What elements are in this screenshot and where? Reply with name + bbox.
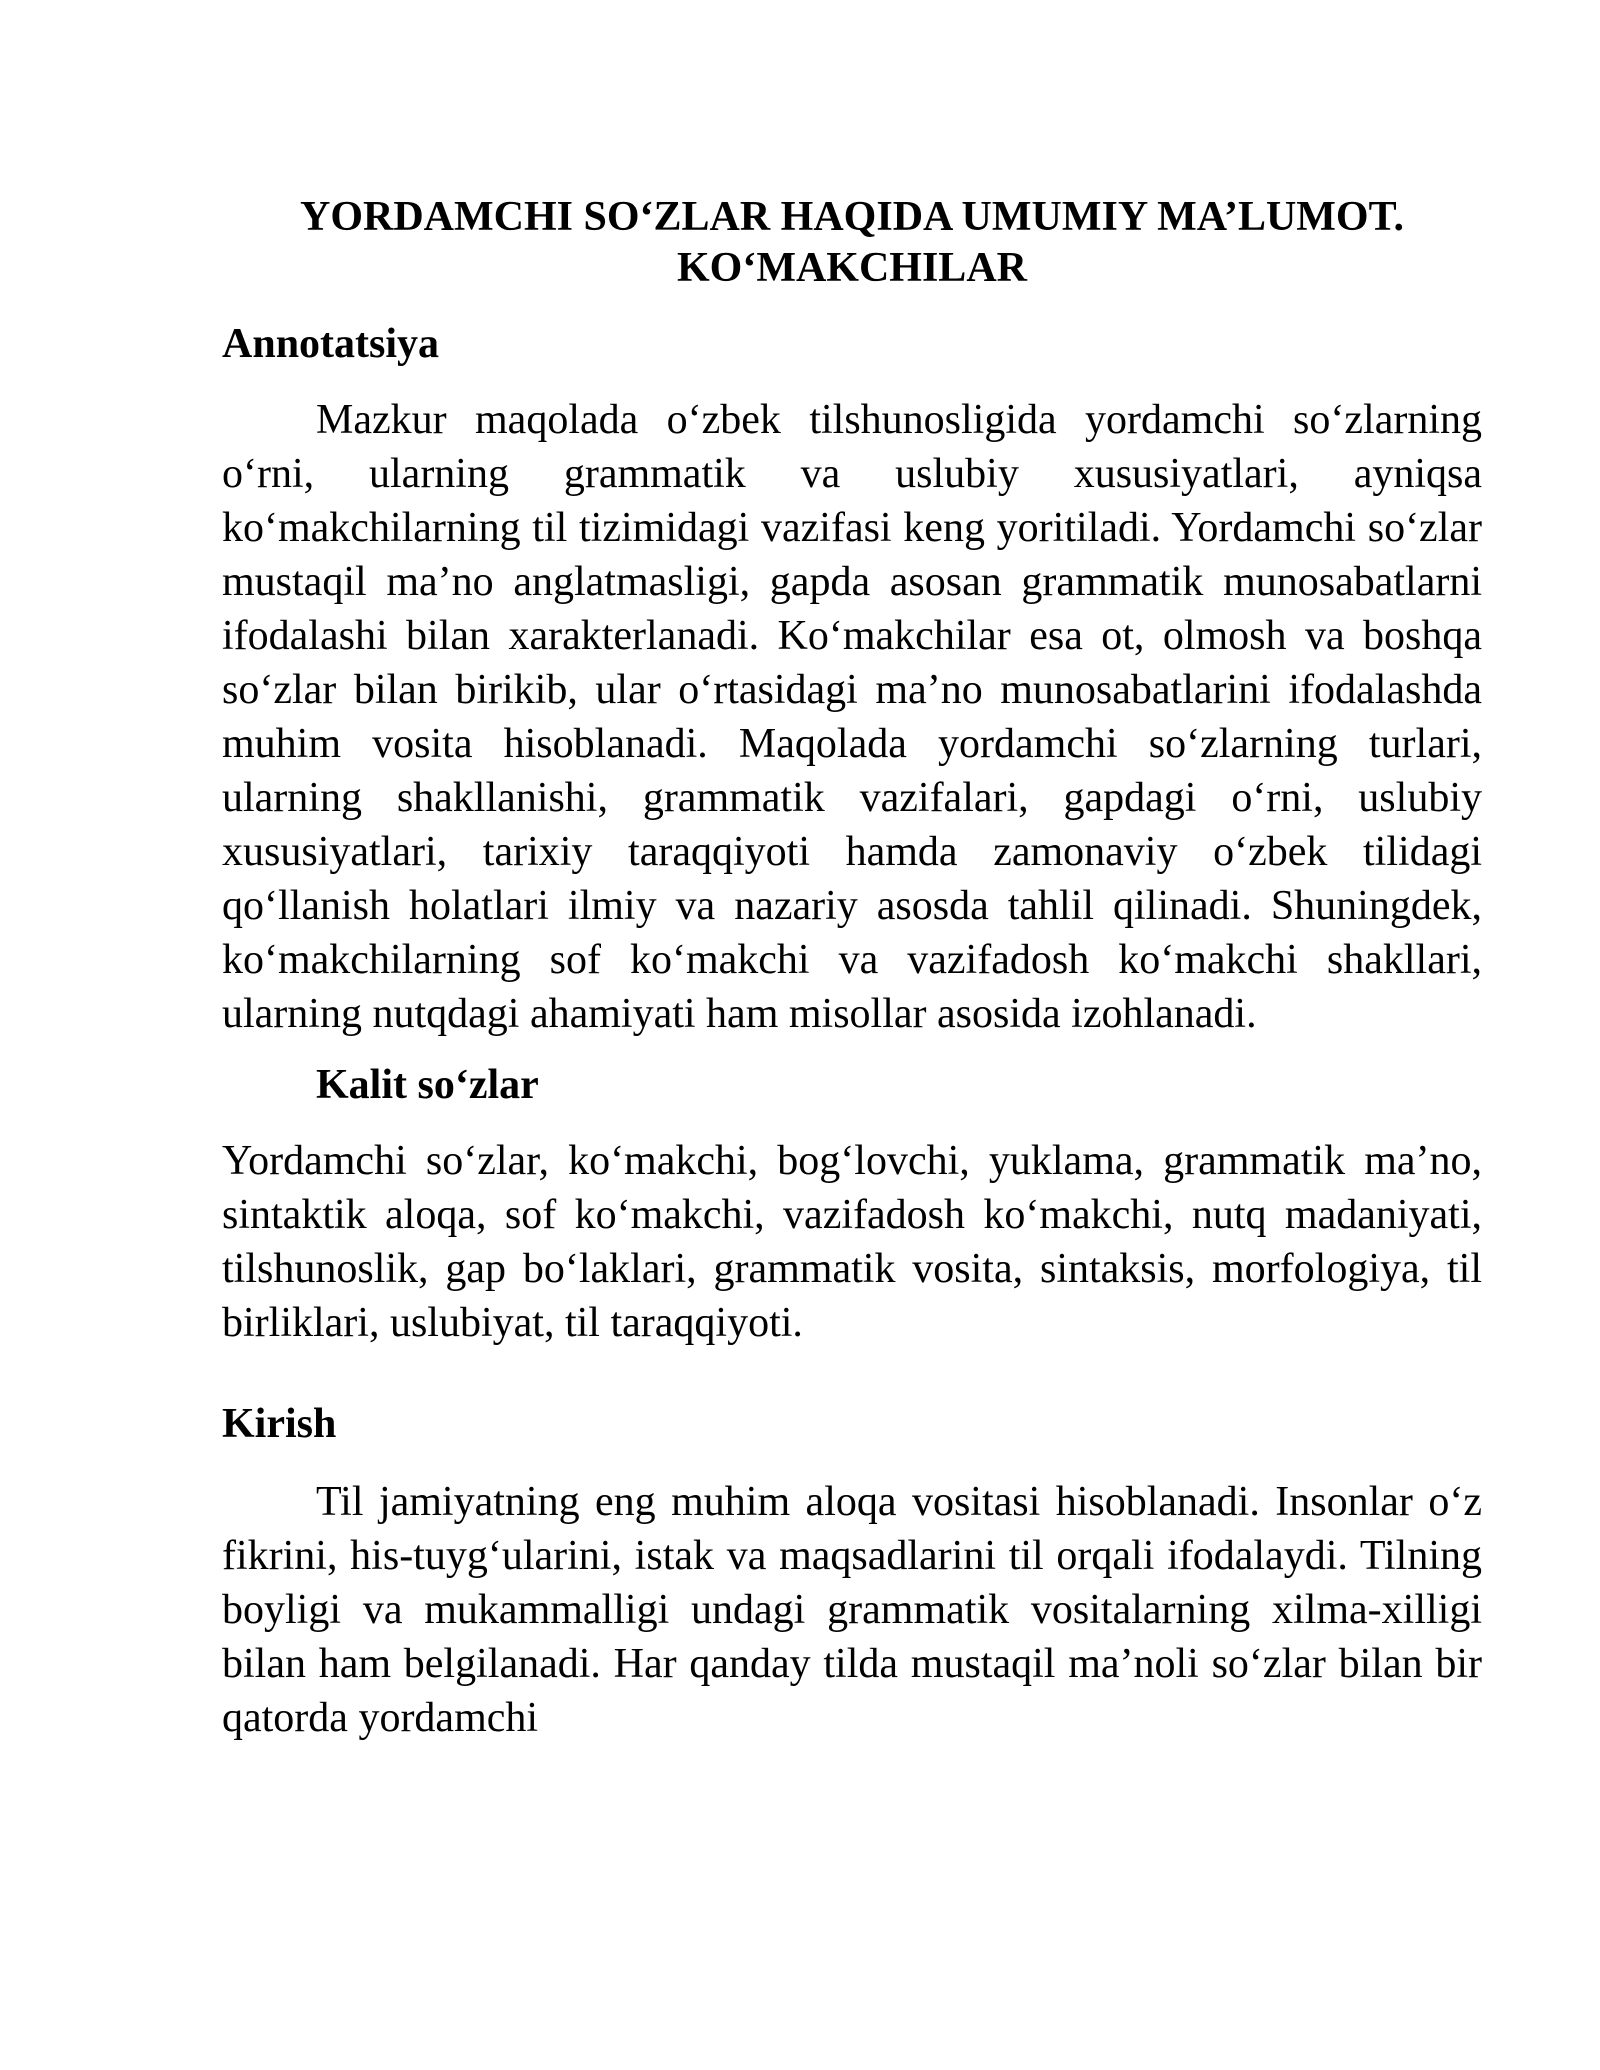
document-title — [222, 192, 1482, 294]
document-page — [222, 192, 1482, 1745]
keywords-paragraph: Yordamchi so‘zlar, ko‘makchi, bog‘lovchi, yuklama, grammatik ma’no, sintaktik aloqa, sof ko‘makchi, vazifadosh ko‘makchi, nutq madaniyati, tilshunoslik, gap bo‘laklari, grammatik vosita, sintaksis, morfologiya, til birliklari, uslubiyat, til taraqqiyoti. — [222, 1138, 1482, 1346]
introduction-heading: Kirish — [222, 1401, 337, 1447]
annotation-paragraph: Mazkur maqolada o‘zbek tilshunosligida yordamchi so‘zlarning o‘rni, ularning grammatik va uslubiy xususiyatlari, ayniqsa ko‘makchilarning til tizimidagi vazifasi keng yoritiladi. Yordamchi so‘zlar mustaqil ma’no anglatmasligi, gapda asosan grammatik munosabatlarni ifodalashi bilan xarakterlanadi. Ko‘makchilar esa ot, olmosh va boshqa so‘zlar bilan birikib, ular o‘rtasidagi ma’no munosabatlarini ifodalashda muhim vosita hisoblanadi. Maqolada yordamchi so‘zlarning turlari, ularning shakllanishi, grammatik vazifalari, gapdagi o‘rni, uslubiy xususiyatlari, tarixiy taraqqiyoti hamda zamonaviy o‘zbek tilidagi qo‘llanish holatlari ilmiy va nazariy asosda tahlil qilinadi. Shuningdek, ko‘makchilarning sof ko‘makchi va vazifadosh ko‘makchi shakllari, ularning nutqdagi ahamiyati ham misollar asosida izohlanadi. — [222, 397, 1482, 1037]
keywords-heading: Kalit so‘zlar — [316, 1062, 539, 1108]
introduction-paragraph: Til jamiyatning eng muhim aloqa vositasi hisoblanadi. Insonlar o‘z fikrini, his-tuyg‘ularini, istak va maqsadlarini til orqali ifodalaydi. Tilning boyligi va mukammalligi undagi grammatik vositalarning xilma-xilligi bilan ham belgilanadi. Har qanday tilda mustaqil ma’noli so‘zlar bilan bir qatorda yordamchi — [222, 1479, 1482, 1741]
document-title-line-2: KO‘MAKCHILAR — [677, 245, 1027, 291]
document-title-line-1: YORDAMCHI SO‘ZLAR HAQIDA UMUMIY MA’LUMOT. — [300, 194, 1404, 240]
annotation-heading: Annotatsiya — [222, 321, 440, 367]
